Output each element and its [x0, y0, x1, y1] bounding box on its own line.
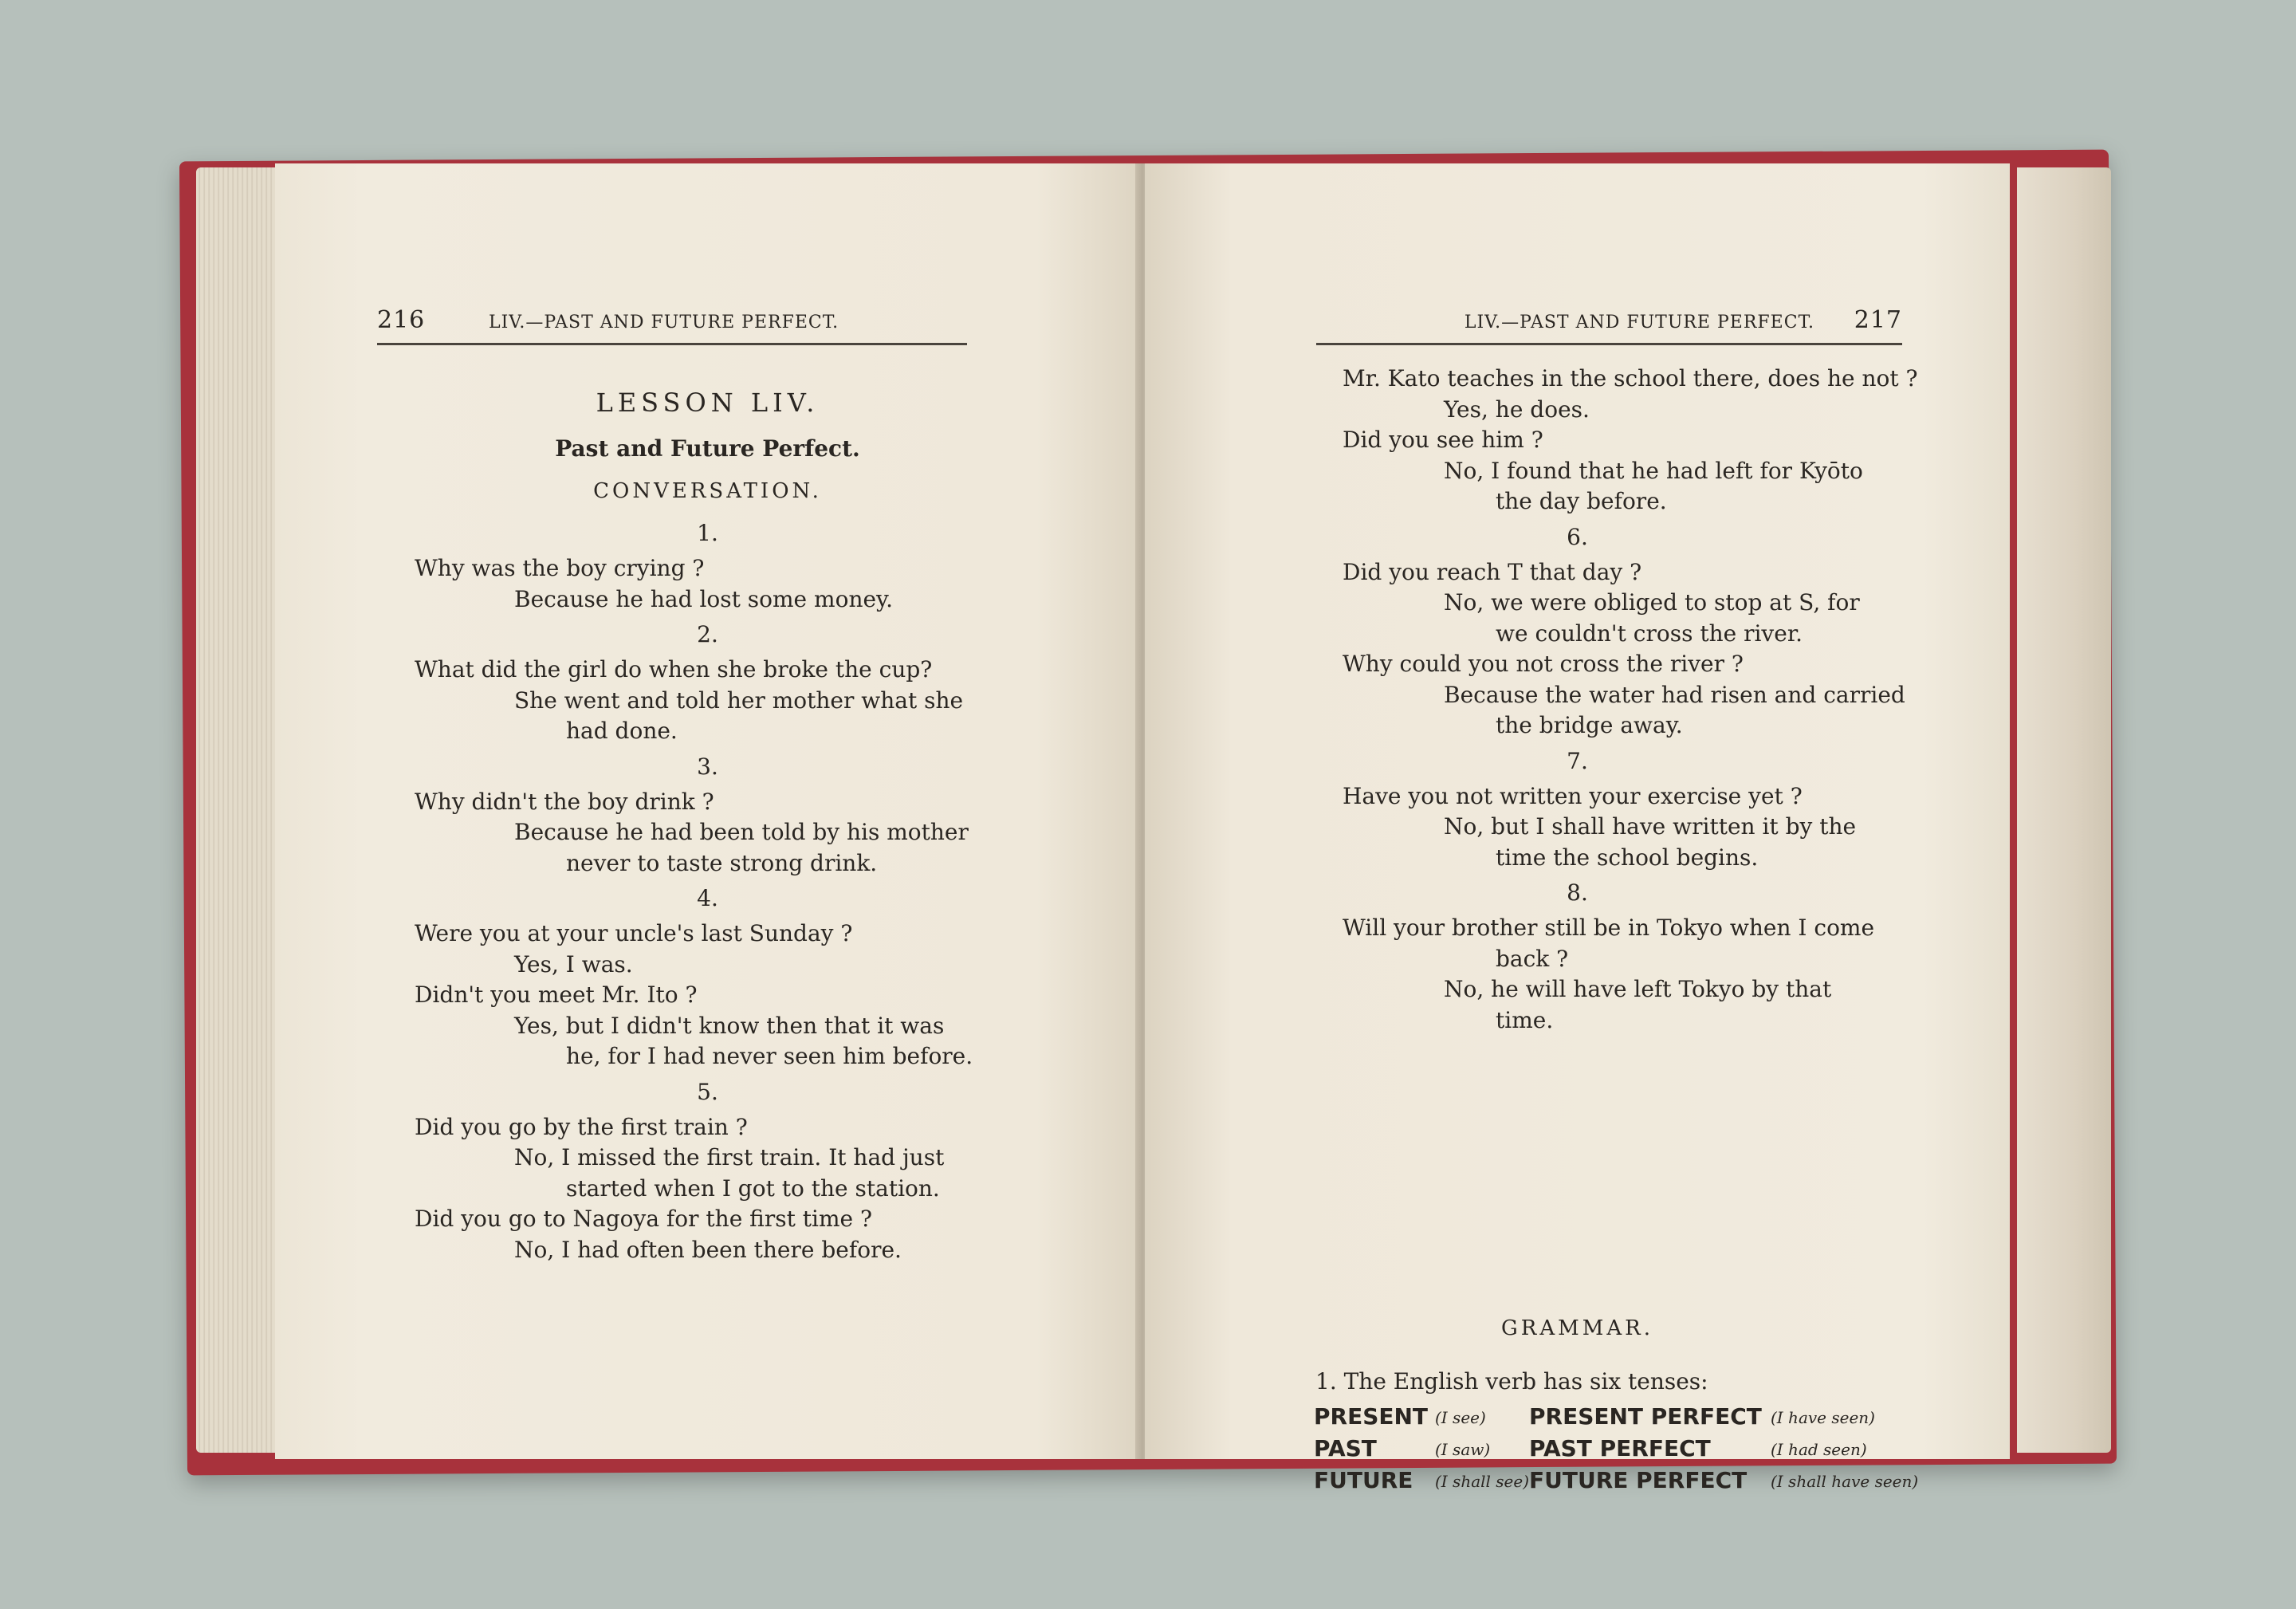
dialogue-question: Were you at your uncle's last Sunday ? [415, 920, 853, 946]
dialogue-answer: Because he had lost some money. [514, 585, 894, 612]
left-page [275, 163, 1140, 1459]
dialogue-answer: No, I had often been there before. [514, 1236, 902, 1263]
dialogue-continuation: had done. [566, 718, 678, 744]
dialogue-continuation: started when I got to the station. [566, 1174, 940, 1202]
right-page-edges [2017, 167, 2111, 1453]
dialogue-answer: She went and told her mother what she [514, 686, 964, 714]
tense-example: (I saw) [1435, 1440, 1491, 1459]
tense-name: PRESENT [1314, 1403, 1429, 1430]
dialogue-continuation: the day before. [1496, 488, 1667, 514]
right-page [1145, 163, 2010, 1493]
running-head-text: LIV.—PAST AND FUTURE PERFECT. [489, 313, 839, 332]
grammar-intro: 1. The English verb has six tenses: [1315, 1368, 1708, 1395]
dialogue-answer: Yes, but I didn't know then that it was [514, 1012, 945, 1039]
dialogue-number: 6. [1567, 523, 1588, 550]
tense-example: (I shall have seen) [1771, 1472, 1919, 1491]
tense-name: FUTURE PERFECT [1529, 1467, 1748, 1493]
dialogue-continuation: back ? [1496, 945, 1569, 972]
dialogue-number: 7. [1567, 747, 1588, 774]
tense-example: (I have seen) [1771, 1408, 1875, 1427]
running-head [1316, 303, 1902, 345]
tense-name: PAST PERFECT [1529, 1435, 1711, 1461]
dialogue-question: Did you reach T that day ? [1343, 558, 1642, 585]
dialogue-answer: No, I missed the first train. It had just [514, 1144, 945, 1170]
dialogue-number: 1. [697, 520, 718, 546]
dialogue-question: Did you see him ? [1343, 427, 1543, 453]
dialogue-continuation: we couldn't cross the river. [1496, 620, 1803, 647]
dialogue-question: Did you go by the first train ? [415, 1113, 748, 1140]
tense-example: (I see) [1435, 1408, 1486, 1427]
page-number: 217 [1854, 306, 1902, 334]
tense-example: (I shall see) [1435, 1472, 1530, 1491]
dialogue-answer: Because the water had risen and carried [1444, 681, 1905, 708]
dialogue-question: Why didn't the boy drink ? [415, 788, 714, 815]
dialogue-question: Did you go to Nagoya for the first time ? [415, 1206, 872, 1232]
tense-name: PAST [1314, 1435, 1377, 1461]
tense-example: (I had seen) [1771, 1440, 1867, 1459]
dialogue-answer: Yes, I was. [514, 950, 633, 978]
lesson-subtitle: Past and Future Perfect. [555, 435, 860, 462]
tense-row [1314, 1403, 1920, 1435]
dialogue-answer: No, we were obliged to stop at S, for [1444, 589, 1860, 616]
tense-row [1314, 1435, 1920, 1467]
dialogue-answer: Because he had been told by his mother [514, 819, 969, 845]
dialogue-question: Why could you not cross the river ? [1343, 651, 1744, 677]
dialogue-number: 5. [697, 1078, 718, 1105]
dialogue-number: 8. [1567, 879, 1588, 906]
dialogue-continuation: the bridge away. [1496, 712, 1683, 738]
dialogue-continuation: time the school begins. [1496, 844, 1759, 871]
dialogue-question: Mr. Kato teaches in the school there, does he not ? [1343, 365, 1918, 391]
dialogue-question: What did the girl do when she broke the cup? [415, 656, 933, 683]
dialogue-continuation: never to taste strong drink. [566, 849, 878, 876]
left-page-edges [196, 167, 284, 1453]
dialogue-question: Have you not written your exercise yet ? [1343, 782, 1803, 809]
dialogue-question: Will your brother still be in Tokyo when I come [1343, 915, 1875, 941]
dialogue-question: Didn't you meet Mr. Ito ? [415, 982, 698, 1008]
dialogue-question: Why was the boy crying ? [415, 555, 705, 581]
tense-name: PRESENT PERFECT [1529, 1403, 1762, 1430]
running-head-text: LIV.—PAST AND FUTURE PERFECT. [1464, 313, 1814, 332]
dialogue-answer: No, he will have left Tokyo by that [1444, 976, 1832, 1002]
grammar-heading: GRAMMAR. [1501, 1316, 1653, 1340]
dialogue-number: 3. [697, 753, 718, 780]
tense-name: FUTURE [1314, 1467, 1413, 1493]
dialogue-answer: No, but I shall have written it by the [1444, 813, 1857, 840]
dialogue-number: 2. [697, 621, 718, 647]
dialogue-number: 4. [697, 885, 718, 911]
dialogue-continuation: he, for I had never seen him before. [566, 1043, 973, 1069]
lesson-title: LESSON LIV. [596, 387, 820, 418]
section-heading: CONVERSATION. [593, 479, 822, 503]
running-head [377, 303, 967, 345]
dialogue-answer: Yes, he does. [1444, 395, 1590, 423]
dialogue-answer: No, I found that he had left for Kyōto [1444, 457, 1863, 484]
tense-row [1314, 1467, 1920, 1499]
dialogue-continuation: time. [1496, 1006, 1554, 1033]
page-number: 216 [377, 306, 426, 334]
tense-table [1314, 1403, 1920, 1499]
